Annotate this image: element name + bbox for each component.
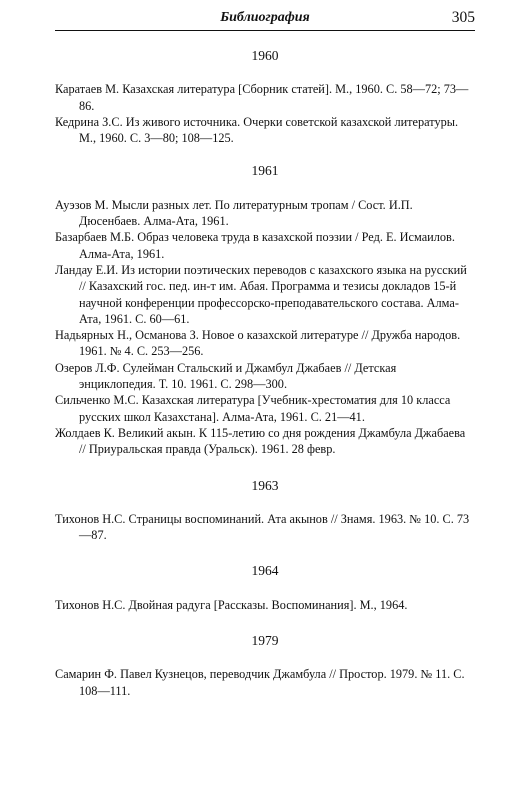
year-heading: 1964 (251, 563, 279, 579)
bibliography-entry: Каратаев М. Казахская литература [Сборник статей]. М., 1960. С. 58—72; 73—86. (55, 82, 469, 113)
year-section (55, 48, 475, 146)
year-heading: 1960 (251, 48, 279, 63)
header-rule (55, 30, 475, 31)
bibliography-entry: Ауэзов М. Мысли разных лет. По литературным тропам / Сост. И.П. Дюсенбаев. Алма-Ата, 1961. (55, 197, 413, 229)
bibliography-entry: Жолдаев К. Великий акын. К 115-летию со дня рождения Джамбула Джабаева // Приуральская правда (Уральск). 1961. 28 февр. (55, 425, 466, 457)
running-title: Библиография (220, 10, 310, 25)
year-section (55, 633, 475, 699)
running-header (55, 7, 475, 31)
bibliography-body (55, 48, 475, 699)
entry-list (55, 81, 475, 146)
bibliography-entry: Сильченко М.С. Казахская литература [Учебник-хрестоматия для 10 класса русских школ Казахстана]. Алма-Ата, 1961. С. 21—41. (55, 393, 451, 424)
year-section (55, 563, 475, 613)
bibliography-entry: Тихонов Н.С. Страницы воспоминаний. Ата акынов // Знамя. 1963. № 10. С. 73—87. (55, 511, 470, 543)
bibliography-entry: Базарбаев М.Б. Образ человека труда в казахской поэзии / Ред. Е. Исмаилов. Алма-Ата, 1961. (55, 230, 455, 261)
bibliography-entry: Ландау Е.И. Из истории поэтических переводов с казахского языка на русский // Казахский гос. пед. ин-т им. Абая. Программа и тезисы докладов 15-й научной конференции профессорско-преподавательского состава. Алма-Ата, 1961. С. 60—61. (55, 262, 467, 326)
entry-list (55, 511, 475, 544)
bibliography-entry: Тихонов Н.С. Двойная радуга [Рассказы. Воспоминания]. М., 1964. (55, 597, 408, 612)
bibliography-entry: Кедрина З.С. Из живого источника. Очерки советской казахской литературы. М., 1960. С. 3—80; 108—125. (55, 114, 459, 146)
entry-list (55, 597, 475, 613)
bibliography-entry: Самарин Ф. Павел Кузнецов, переводчик Джамбула // Простор. 1979. № 11. С. 108—111. (55, 667, 465, 698)
bibliography-entry: Надьярных Н., Османова З. Новое о казахской литературе // Дружба народов. 1961. № 4. С. 253—256. (55, 328, 461, 359)
entry-list (55, 197, 475, 458)
year-section (55, 163, 475, 457)
year-heading: 1979 (251, 633, 279, 649)
page-number: 305 (451, 9, 475, 26)
year-heading: 1961 (251, 163, 279, 179)
year-heading: 1963 (251, 477, 279, 493)
year-section (55, 478, 475, 544)
bibliography-entry: Озеров Л.Ф. Сулейман Стальский и Джамбул Джабаев // Детская энциклопедия. Т. 10. 1961. С. 298—300. (55, 360, 397, 392)
entry-list (55, 666, 475, 699)
